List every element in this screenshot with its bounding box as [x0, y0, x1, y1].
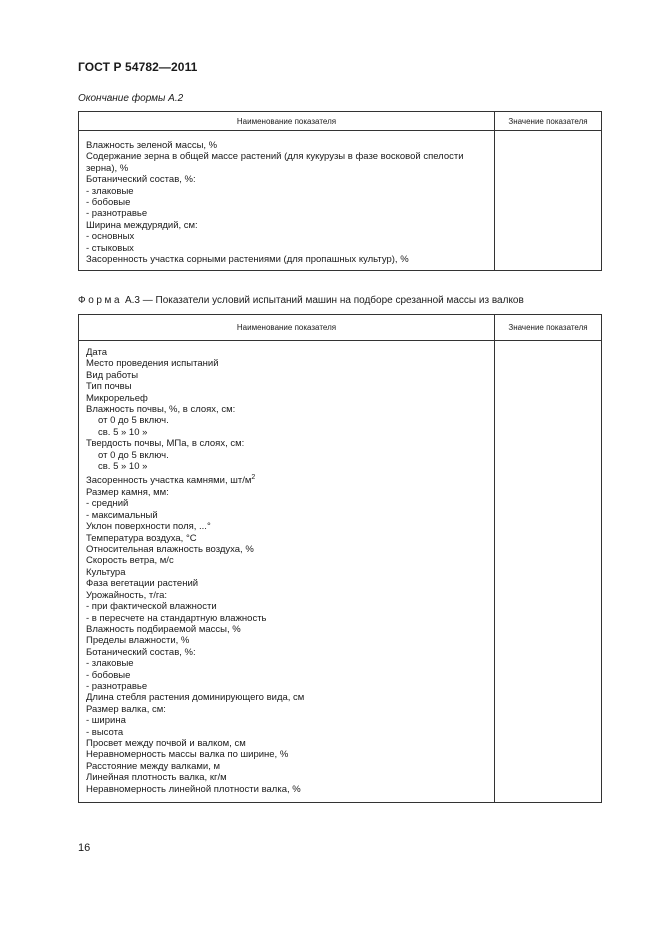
table-row: Ботанический состав, %:	[86, 174, 196, 186]
table-row: Влажность подбираемой массы, %	[86, 623, 241, 635]
table-row: - максимальный	[86, 509, 158, 521]
superscript-two: 2	[251, 474, 256, 482]
table-form-a2-end	[78, 111, 602, 271]
table-row: св. 5 » 10 »	[98, 461, 148, 473]
table-row: от 0 до 5 включ.	[98, 415, 169, 427]
table-row: Урожайность, т/га:	[86, 589, 168, 601]
table1-header-indicator: Наименование показателя	[79, 112, 495, 131]
table2-caption-prefix: Форма	[78, 295, 123, 306]
table2-caption	[78, 295, 524, 306]
table-row: Вид работы	[86, 369, 139, 381]
table-row: - разнотравье	[86, 208, 148, 220]
table-row: - злаковые	[86, 185, 134, 197]
table-row: Длина стебля растения доминирующего вида, см	[86, 692, 305, 704]
table-row: Неравномерность линейной плотности валка, %	[86, 783, 301, 795]
table-row: Размер камня, мм:	[86, 487, 169, 499]
table-row: - злаковые	[86, 658, 134, 670]
table-row: Относительная влажность воздуха, %	[86, 544, 254, 556]
table-row: Расстояние между валками, м	[86, 760, 221, 772]
table-row: св. 5 » 10 »	[98, 426, 148, 438]
table-row: Засоренность участка сорными растениями (для пропашных культур), %	[86, 254, 409, 266]
table-row: Уклон поверхности поля, ...°	[86, 521, 211, 533]
table2-indicators-cell	[79, 341, 495, 803]
table-row	[86, 472, 487, 487]
table-row: - при фактической влажности	[86, 601, 217, 613]
table-row: - стыковых	[86, 242, 134, 254]
page-number: 16	[78, 842, 91, 854]
table-row: Просвет между почвой и валком, см	[86, 737, 246, 749]
standard-code: ГОСТ Р 54782—2011	[78, 60, 198, 74]
table-row: - в пересчете на стандартную влажность	[86, 612, 267, 624]
table1-caption: Окончание формы А.2	[78, 93, 184, 104]
table-row: Влажность зеленой массы, %	[86, 140, 218, 151]
table-row: Фаза вегетации растений	[86, 578, 199, 590]
table-row: - разнотравье	[86, 680, 148, 692]
table-row: Содержание зерна в общей массе растений (для кукурузы в фазе восковой спелости зерна), %	[86, 151, 464, 174]
table-row: Микрорельеф	[86, 392, 148, 404]
table-row: - ширина	[86, 715, 126, 727]
table-row: Скорость ветра, м/с	[86, 555, 174, 567]
table-row: Культура	[86, 566, 126, 578]
table-row: - бобовые	[86, 197, 131, 209]
table-row: Линейная плотность валка, кг/м	[86, 772, 227, 784]
table-row: Твердость почвы, МПа, в слоях, см:	[86, 438, 245, 450]
table-row: Место проведения испытаний	[86, 358, 219, 370]
table-row: Дата	[86, 347, 108, 358]
table-row: от 0 до 5 включ.	[98, 449, 169, 461]
table-row: - основных	[86, 231, 135, 243]
table-row: - бобовые	[86, 669, 131, 681]
table2-caption-text: А.3 — Показатели условий испытаний машин на подборе срезанной массы из валков	[122, 295, 524, 306]
table-row: Ботанический состав, %:	[86, 646, 196, 658]
table1-header-value: Значение показателя	[495, 112, 602, 131]
table-form-a3	[78, 314, 602, 803]
table-row: Неравномерность массы валка по ширине, %	[86, 749, 289, 761]
table-row: Размер валка, см:	[86, 703, 166, 715]
table2-header-indicator: Наименование показателя	[79, 315, 495, 341]
table2-header-value: Значение показателя	[495, 315, 602, 341]
stones-row-text: Засоренность участка камнями, шт/м	[86, 475, 252, 487]
table-row: Тип почвы	[86, 381, 132, 393]
table-row: Температура воздуха, °С	[86, 532, 197, 544]
table-row: - высота	[86, 726, 124, 738]
table2-values-cell	[495, 341, 602, 803]
table1-values-cell	[495, 131, 602, 271]
table-row: Влажность почвы, %, в слоях, см:	[86, 404, 236, 416]
table1-indicators-cell	[79, 131, 495, 271]
table-row: Ширина междурядий, см:	[86, 219, 198, 231]
table-row: Пределы влажности, %	[86, 635, 190, 647]
table-row: - средний	[86, 498, 129, 510]
